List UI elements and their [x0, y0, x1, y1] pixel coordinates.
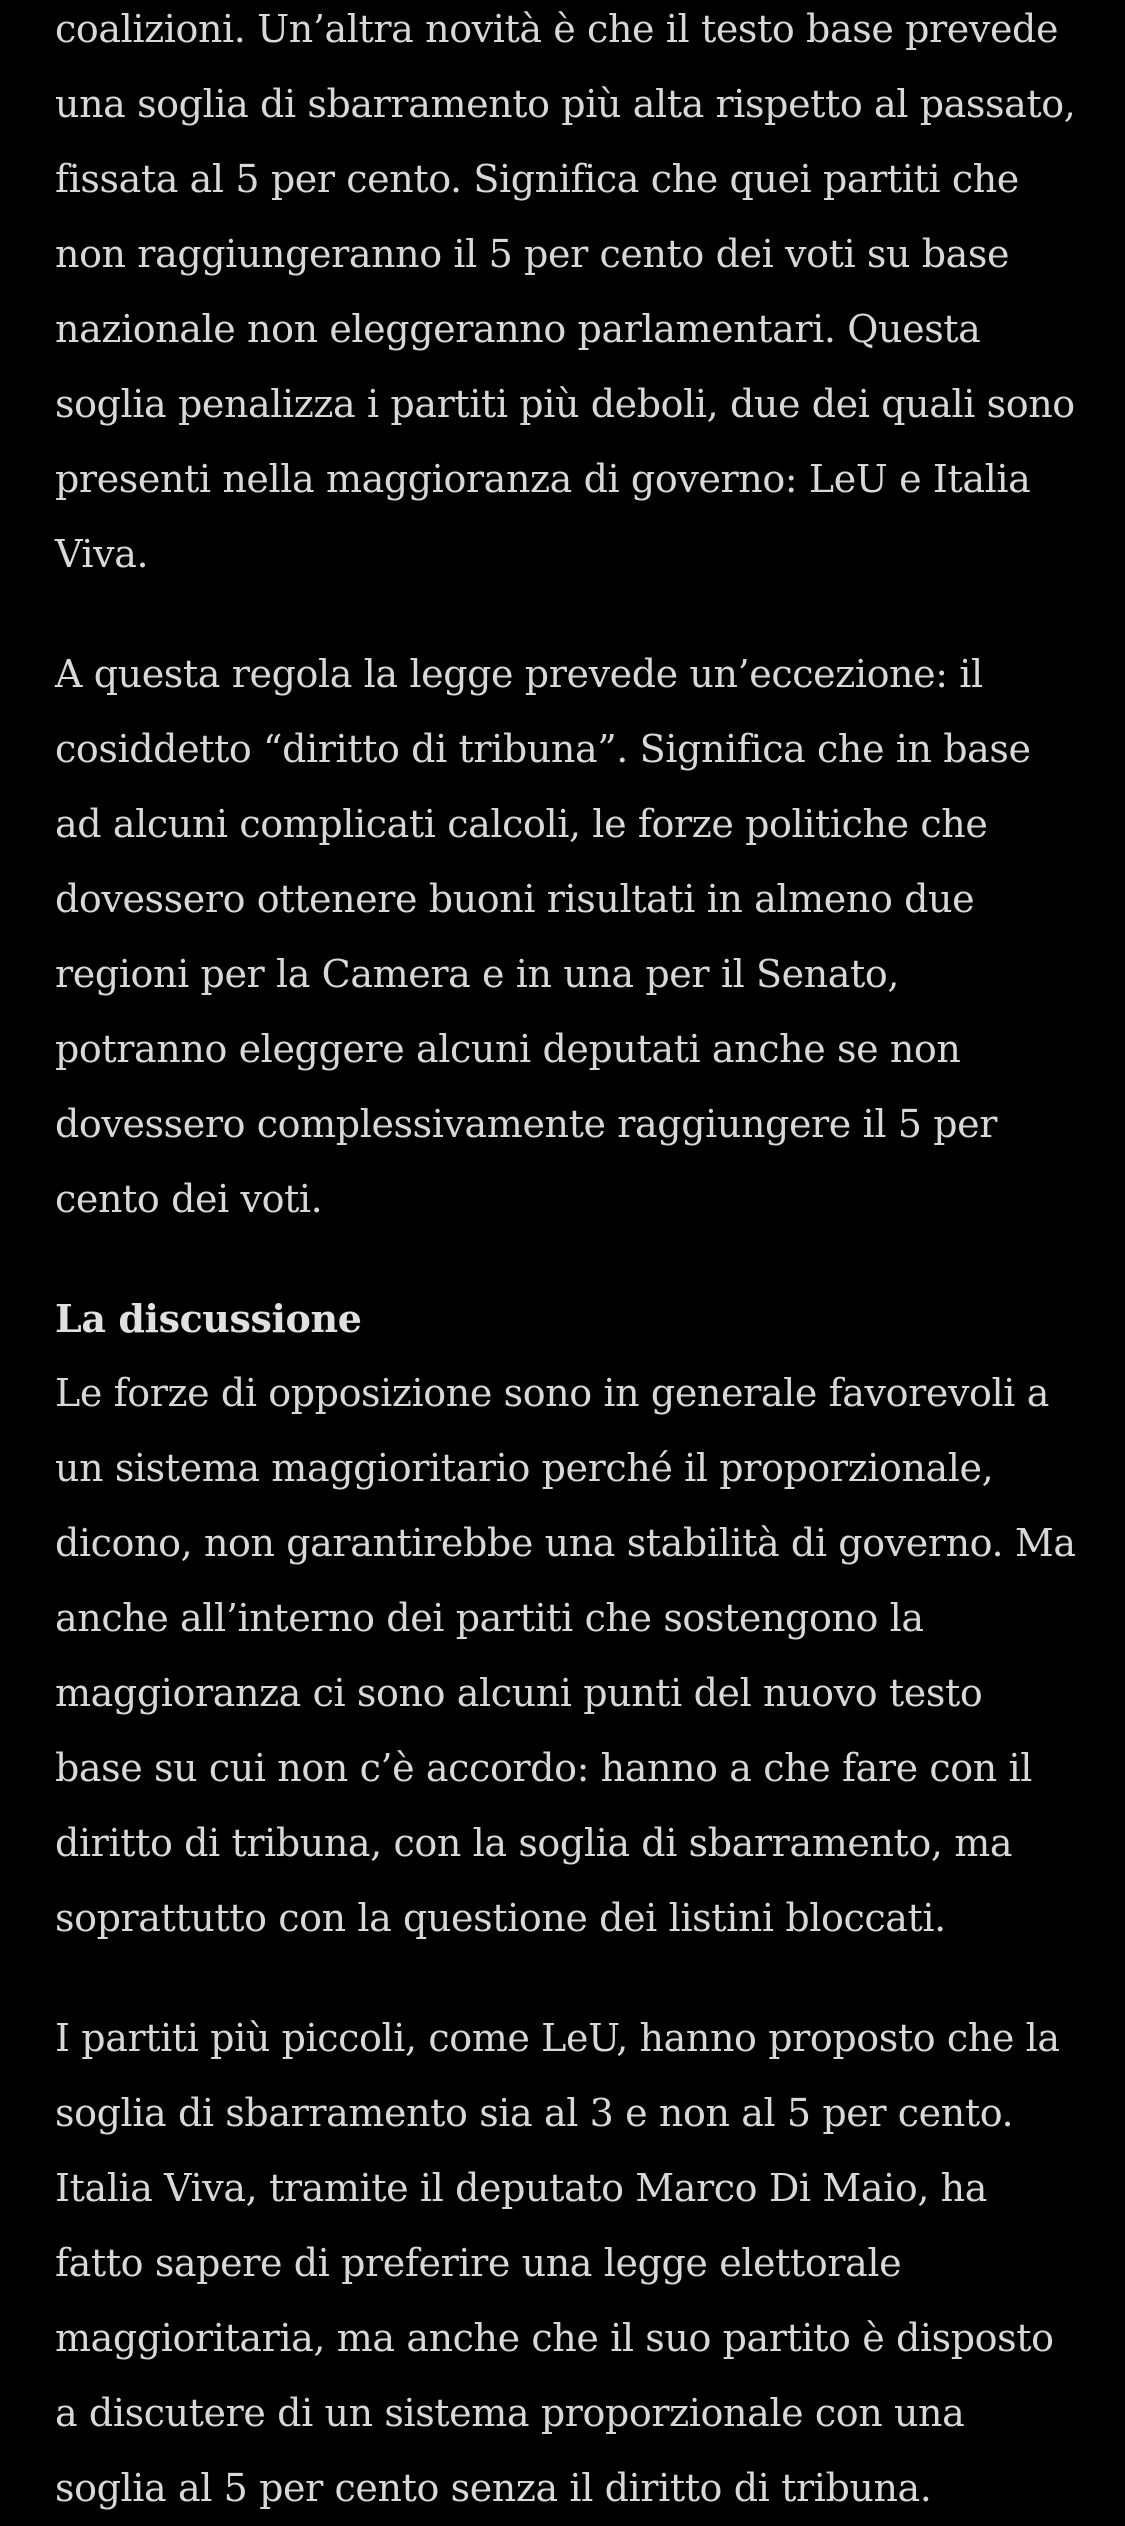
article-paragraph: A questa regola la legge prevede un’eccezione: il cosiddetto “diritto di tribuna”. Significa che in base ad alcuni complicati calcoli, le forze politiche che dovessero ottenere buoni risultati in almeno due regioni per la Camera e in una per il Senato, potranno eleggere alcuni deputati anche se non dovessero complessivamente raggiungere il 5 per cento dei voti.	[55, 652, 1031, 1221]
article-paragraph: coalizioni. Un’altra novità è che il testo base prevede una soglia di sbarramento più alta rispetto al passato, fissata al 5 per cento. Significa che quei partiti che non raggiungeranno il 5 per cento dei voti su base nazionale non eleggeranno parlamentari. Questa soglia penalizza i partiti più deboli, due dei quali sono presenti nella maggioranza di governo: LeU e Italia Viva.	[55, 7, 1076, 576]
article-paragraph: I partiti più piccoli, come LeU, hanno proposto che la soglia di sbarramento sia al 3 e non al 5 per cento. Italia Viva, tramite il deputato Marco Di Maio, ha fatto sapere di preferire una legge elettorale maggioritaria, ma anche che il suo partito è disposto a discutere di un sistema proporzionale con una soglia al 5 per cento senza il diritto di tribuna.	[55, 2016, 1060, 2510]
section-heading: La discussione	[55, 1296, 362, 1341]
article-paragraph: Le forze di opposizione sono in generale favorevoli a un sistema maggioritario perché il proporzionale, dicono, non garantirebbe una stabilità di governo. Ma anche all’interno dei partiti che sostengono la maggioranza ci sono alcuni punti del nuovo testo base su cui non c’è accordo: hanno a che fare con il diritto di tribuna, con la soglia di sbarramento, ma soprattutto con la questione dei listini bloccati.	[55, 1371, 1076, 1940]
article-body	[55, 0, 1080, 2526]
